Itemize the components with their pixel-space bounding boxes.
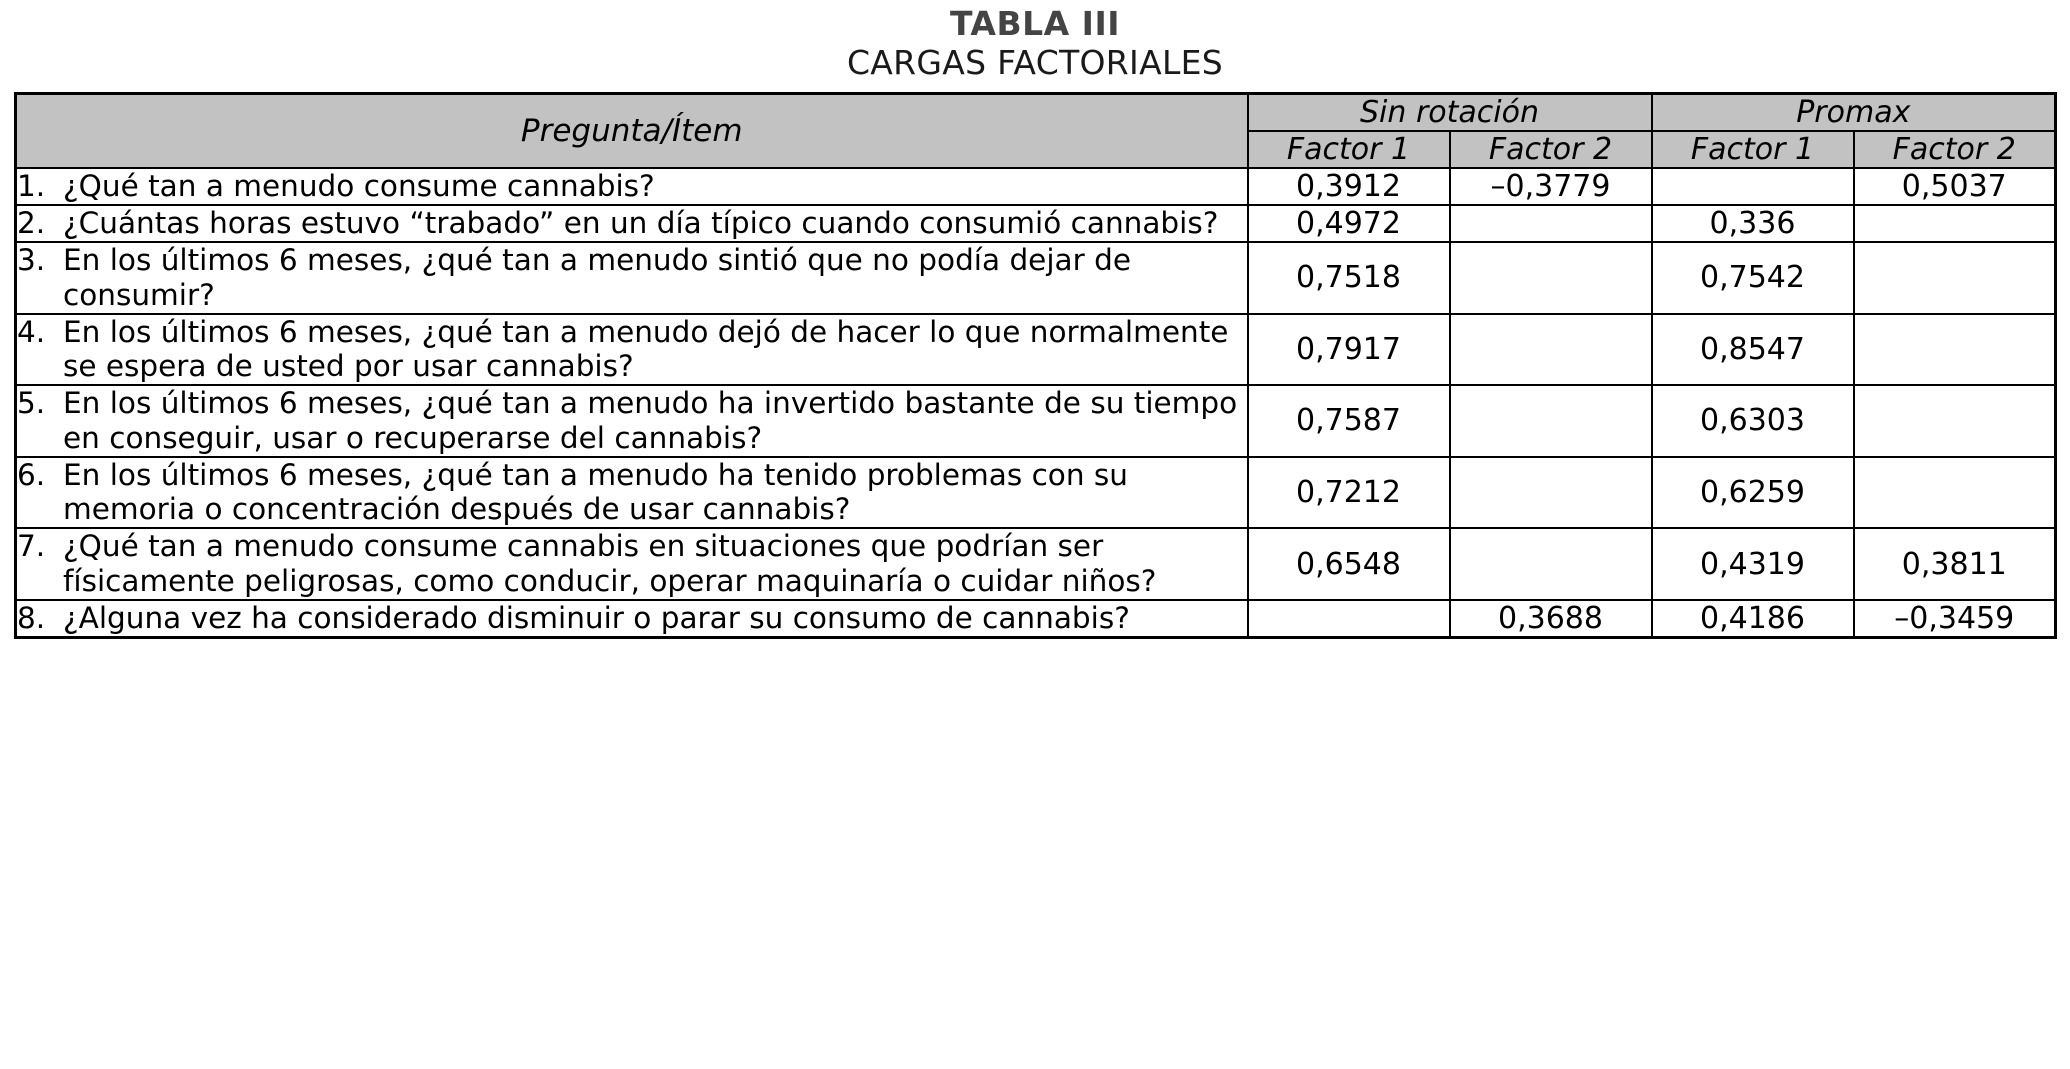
item-text-cell — [16, 168, 1248, 205]
value-sinrot-factor2 — [1450, 205, 1652, 242]
value-promax-factor2 — [1854, 314, 2056, 386]
table-number: TABLA III — [949, 4, 1121, 43]
item-label: ¿Qué tan a menudo consume cannabis? — [63, 169, 655, 203]
item-number: 3. — [17, 242, 46, 277]
table-row — [16, 168, 2056, 205]
value-promax-factor1: 0,8547 — [1652, 314, 1854, 386]
value-promax-factor2: 0,5037 — [1854, 168, 2056, 205]
item-label: En los últimos 6 meses, ¿qué tan a menudo ha invertido bastante de su tiempo en conseguir, usar o recuperarse del cannabis? — [63, 386, 1238, 455]
item-label: ¿Qué tan a menudo consume cannabis en situaciones que podrían ser físicamente peligrosas, como conducir, operar maquinaría o cuidar niños? — [63, 529, 1157, 599]
value-sinrot-factor2 — [1450, 242, 1652, 314]
value-promax-factor2: –0,3459 — [1854, 600, 2056, 638]
column-group-sin-rotacion: Sin rotación — [1248, 93, 1652, 131]
item-text-cell — [16, 205, 1248, 242]
value-sinrot-factor2 — [1450, 314, 1652, 386]
item-text-cell — [16, 528, 1248, 600]
item-label: ¿Alguna vez ha considerado disminuir o parar su consumo de cannabis? — [63, 600, 1130, 635]
value-sinrot-factor1: 0,6548 — [1248, 528, 1450, 600]
value-promax-factor2 — [1854, 205, 2056, 242]
column-header-promax-factor2: Factor 2 — [1854, 131, 2056, 168]
table-header — [16, 93, 2056, 168]
item-number: 4. — [17, 314, 46, 349]
table-row — [16, 600, 2056, 638]
item-number: 7. — [17, 529, 46, 564]
column-header-promax-factor1: Factor 1 — [1652, 131, 1854, 168]
value-promax-factor1: 0,7542 — [1652, 242, 1854, 314]
value-sinrot-factor2 — [1450, 385, 1652, 457]
item-label: En los últimos 6 meses, ¿qué tan a menudo sintió que no podía dejar de consumir? — [63, 242, 1131, 312]
value-promax-factor1: 0,4186 — [1652, 600, 1854, 638]
value-sinrot-factor1: 0,7518 — [1248, 242, 1450, 314]
value-sinrot-factor2 — [1450, 528, 1652, 600]
value-sinrot-factor2: –0,3779 — [1450, 168, 1652, 205]
item-text-cell — [16, 600, 1248, 638]
value-sinrot-factor1: 0,4972 — [1248, 205, 1450, 242]
item-number: 2. — [17, 206, 46, 240]
table-title: CARGAS FACTORIALES — [846, 42, 1224, 82]
item-text-cell — [16, 457, 1248, 529]
value-promax-factor2 — [1854, 457, 2056, 529]
value-sinrot-factor1 — [1248, 600, 1450, 638]
item-text-cell — [16, 385, 1248, 457]
value-promax-factor2: 0,3811 — [1854, 528, 2056, 600]
value-promax-factor2 — [1854, 385, 2056, 457]
item-number: 5. — [17, 386, 46, 421]
column-header-sinrot-factor2: Factor 2 — [1450, 131, 1652, 168]
table-body — [16, 168, 2056, 637]
value-sinrot-factor1: 0,3912 — [1248, 168, 1450, 205]
item-number: 8. — [17, 600, 46, 635]
value-promax-factor1: 0,336 — [1652, 205, 1854, 242]
value-promax-factor1: 0,6259 — [1652, 457, 1854, 529]
item-number: 6. — [17, 457, 46, 492]
value-sinrot-factor1: 0,7587 — [1248, 385, 1450, 457]
table-row — [16, 314, 2056, 386]
table-row — [16, 242, 2056, 314]
value-promax-factor1: 0,6303 — [1652, 385, 1854, 457]
value-sinrot-factor1: 0,7917 — [1248, 314, 1450, 386]
item-text-cell — [16, 242, 1248, 314]
value-promax-factor1: 0,4319 — [1652, 528, 1854, 600]
value-sinrot-factor2: 0,3688 — [1450, 600, 1652, 638]
item-label: En los últimos 6 meses, ¿qué tan a menudo dejó de hacer lo que normalmente se espera de usted por usar cannabis? — [63, 314, 1229, 384]
table-row — [16, 457, 2056, 529]
value-promax-factor1 — [1652, 168, 1854, 205]
item-number: 1. — [17, 169, 46, 203]
table-row — [16, 528, 2056, 600]
table-header-row-groups — [16, 93, 2056, 131]
item-label: ¿Cuántas horas estuvo “trabado” en un día típico cuando consumió cannabis? — [63, 206, 1219, 240]
factor-loadings-table — [14, 92, 2057, 639]
value-sinrot-factor2 — [1450, 457, 1652, 529]
column-header-sinrot-factor1: Factor 1 — [1248, 131, 1450, 168]
column-group-promax: Promax — [1652, 93, 2056, 131]
item-label: En los últimos 6 meses, ¿qué tan a menudo ha tenido problemas con su memoria o concentración después de usar cannabis? — [63, 457, 1128, 527]
column-header-item: Pregunta/Ítem — [16, 93, 1248, 168]
value-sinrot-factor1: 0,7212 — [1248, 457, 1450, 529]
item-text-cell — [16, 314, 1248, 386]
table-row — [16, 205, 2056, 242]
table-caption — [14, 6, 2056, 82]
table-row — [16, 385, 2056, 457]
value-promax-factor2 — [1854, 242, 2056, 314]
